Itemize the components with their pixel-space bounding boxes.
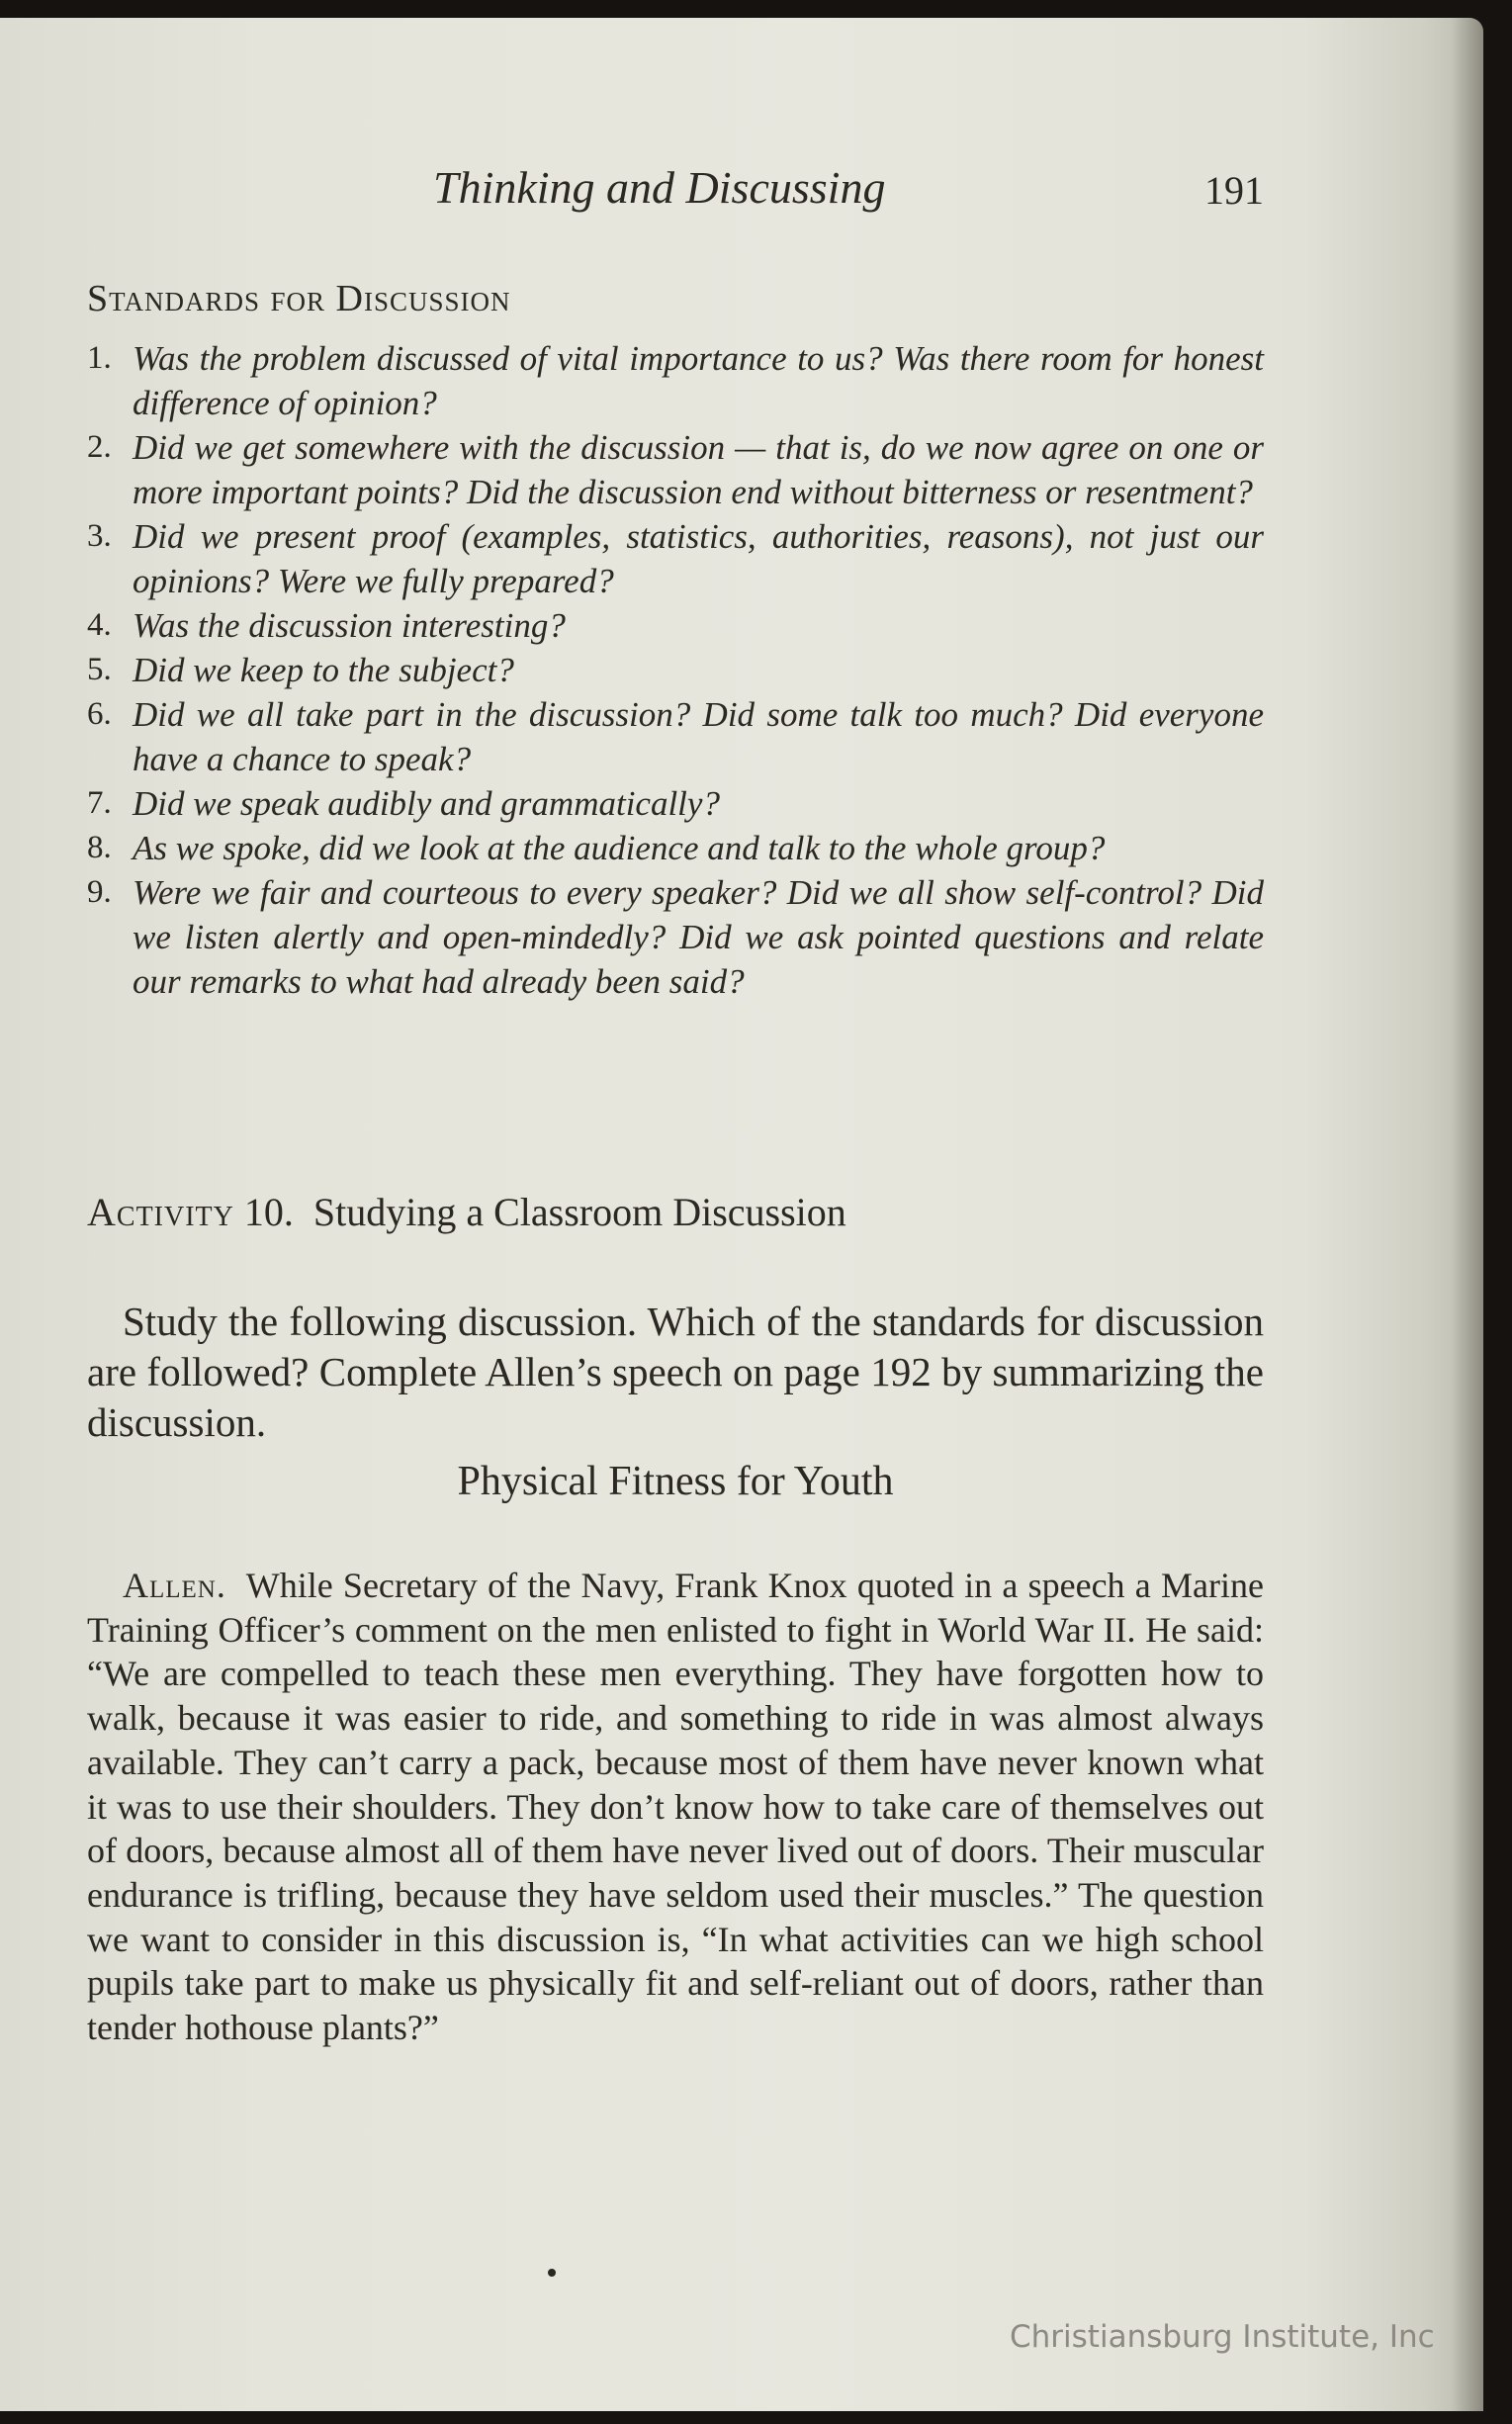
activity-number: 10. — [243, 1190, 294, 1234]
item-number: 1. — [87, 340, 112, 376]
item-text: Were we fair and courteous to every speaker? Did we all show self-control? Did we listen alertly and open-mindedly? Did we ask pointed questions and relate our remarks to what had already been said? — [133, 873, 1264, 1001]
activity-label: Activity — [87, 1190, 234, 1234]
ink-speck — [548, 2269, 556, 2277]
speech-text: While Secretary of the Navy, Frank Knox quoted in a speech a Marine Training Officer’s comment on the men enlisted to fight in World War II. He said: “We are compelled to teach these men everything. They have forgotten how to walk, because it was easier to ride, and something to ride in was almost always available. They can’t carry a pack, because most of them have never known what it was to use their shoulders. They don’t know how to take care of themselves out of doors, because almost all of them have never lived out of doors. Their muscular endurance is trifling, because they have seldom used their muscles.” The question we want to consider in this discussion is, “In what activities can we high school pupils take part to make us physically fit and self-reliant out of doors, rather than tender hothouse plants?” — [87, 1566, 1264, 2048]
page-number: 191 — [1204, 168, 1264, 213]
item-text: Did we present proof (examples, statistics, authorities, reasons), not just our opinions? Were we fully prepared? — [133, 517, 1264, 600]
item-text: Did we keep to the subject? — [133, 651, 514, 689]
standard-item — [87, 870, 1264, 1004]
item-number: 6. — [87, 696, 112, 732]
item-text: As we spoke, did we look at the audience and talk to the whole group? — [133, 829, 1106, 867]
standard-item — [87, 425, 1264, 514]
activity-instructions: Study the following discussion. Which of the standards for discussion are followed? Complete Allen’s speech on page 192 by summarizing the discussion. — [87, 1299, 1264, 1445]
item-number: 5. — [87, 652, 112, 687]
item-text: Did we get somewhere with the discussion — that is, do we now agree on one or more important points? Did the discussion end without bitterness or resentment? — [133, 428, 1264, 511]
item-text: Was the problem discussed of vital importance to us? Was there room for honest difference of opinion? — [133, 339, 1264, 422]
activity-heading — [87, 1189, 846, 1235]
item-number: 2. — [87, 429, 112, 465]
standards-list — [87, 336, 1264, 1004]
watermark: Christiansburg Institute, Inc — [1010, 2319, 1435, 2355]
item-number: 9. — [87, 874, 112, 910]
discussion-title: Physical Fitness for Youth — [457, 1459, 894, 1504]
standard-item — [87, 781, 1264, 826]
running-title: Thinking and Discussing — [433, 162, 886, 213]
page-edge-shadow — [1452, 18, 1483, 2411]
item-text: Was the discussion interesting? — [133, 606, 566, 645]
running-head — [87, 161, 1264, 221]
standard-item — [87, 692, 1264, 781]
speech-paragraph — [87, 1564, 1264, 2050]
activity-title: Studying a Classroom Discussion — [312, 1190, 846, 1234]
standard-item — [87, 514, 1264, 603]
book-page — [0, 18, 1483, 2411]
standard-item — [87, 603, 1264, 648]
standard-item — [87, 826, 1264, 870]
standard-item — [87, 648, 1264, 692]
item-text: Did we speak audibly and grammatically? — [133, 784, 720, 823]
item-number: 4. — [87, 607, 112, 643]
item-number: 7. — [87, 785, 112, 821]
speaker-name: Allen. — [123, 1566, 226, 1605]
item-text: Did we all take part in the discussion? Did some talk too much? Did everyone have a chance to speak? — [133, 695, 1264, 778]
item-number: 3. — [87, 518, 112, 554]
item-number: 8. — [87, 830, 112, 865]
standard-item — [87, 336, 1264, 425]
standards-heading: Standards for Discussion — [87, 278, 511, 319]
